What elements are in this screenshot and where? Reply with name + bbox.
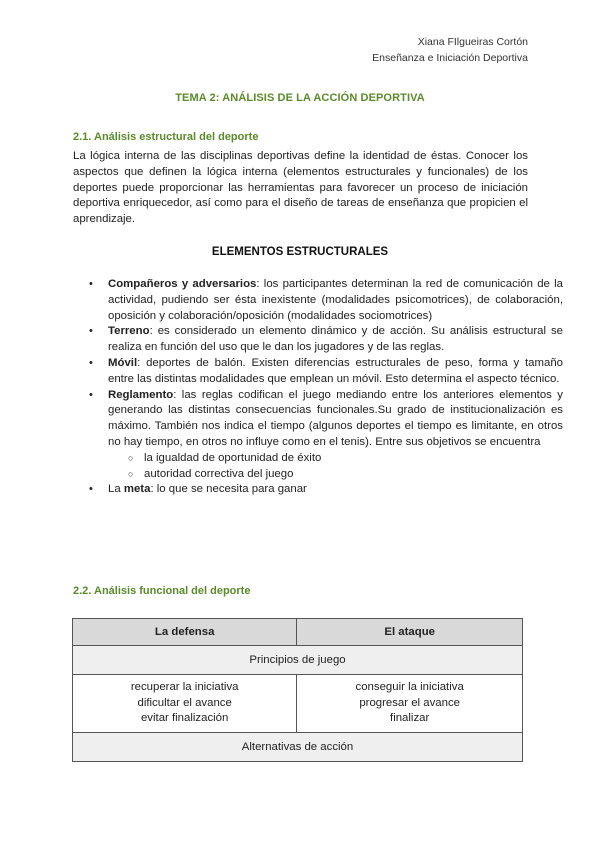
cell-ataque	[297, 675, 523, 733]
document-header	[372, 34, 528, 66]
table-header-row	[73, 619, 523, 646]
elements-heading: ELEMENTOS ESTRUCTURALES	[211, 246, 389, 258]
list-item	[108, 356, 563, 388]
item-text: : deportes de balón. Existen diferencias estructurales de peso, forma y tamaño entre las distintas modalidades que emplean un móvil. Esto determina el aspecto técnico.	[108, 356, 563, 385]
defensa-line: evitar finalización	[140, 712, 229, 725]
list-item	[108, 277, 563, 324]
table-row	[73, 733, 523, 762]
intro-paragraph: La lógica interna de las disciplinas deportivas define la identidad de éstas. Conocer los aspectos que definen la lógica interna (elementos estructurales y funcionales) de los deportes puede proporcionar las herramientas para favorecer un proceso de iniciación deportiva enriquecedor, así como para el diseño de tareas de enseñanza que propicien el aprendizaje.	[73, 150, 528, 226]
item-text: : es considerado un elemento dinámico y de acción. Su análisis estructural se realiza en función del uso que le dan los jugadores y de las reglas.	[108, 325, 563, 354]
functional-table	[72, 618, 523, 762]
header-defensa: La defensa	[73, 619, 297, 646]
author-name: Xiana FIlgueiras Cortón	[417, 36, 528, 48]
cell-defensa	[73, 675, 297, 733]
sublist-item: ○ la igualdad de oportunidad de éxito	[144, 451, 563, 467]
section-heading-functional: 2.2. Análisis funcional del deporte	[73, 585, 251, 597]
item-term: Reglamento	[108, 388, 174, 401]
ataque-line: progresar el avance	[359, 696, 460, 709]
page-title: TEMA 2: ANÁLISIS DE LA ACCIÓN DEPORTIVA	[175, 92, 425, 104]
item-term: Compañeros y adversarios	[108, 278, 257, 290]
band-alternativas: Alternativas de acción	[73, 733, 523, 762]
list-item	[108, 482, 563, 498]
defensa-line: recuperar la iniciativa	[130, 680, 239, 693]
header-ataque: El ataque	[297, 619, 523, 646]
list-item	[108, 324, 563, 356]
item-prefix: La	[108, 483, 124, 496]
item-text: : los participantes determinan la red de comunicación de la actividad, pudiendo ser ésta inexistente (modalidades psicomotrices), de colaboración, oposición y colaboración/oposición (modalidades sociomotrices)	[108, 278, 563, 322]
objectives-sublist	[108, 451, 563, 483]
ataque-line: conseguir la iniciativa	[355, 680, 464, 693]
sublist-item: ○ autoridad correctiva del juego	[144, 467, 563, 483]
item-term: Móvil	[108, 356, 138, 369]
elements-list	[73, 277, 563, 498]
section-heading-structural: 2.1. Análisis estructural del deporte	[73, 131, 259, 143]
table-row	[73, 646, 523, 675]
course-name: Enseñanza e Iniciación Deportiva	[372, 52, 528, 64]
table-row	[73, 675, 523, 733]
item-text: : lo que se necesita para ganar	[150, 483, 307, 496]
defensa-line: dificultar el avance	[137, 696, 232, 709]
item-text: : las reglas codifican el juego mediando entre los anteriores elementos y generando las distintas consecuencias funcionales.Su grado de institucionalización es máximo. También nos indica el tiempo (algunos deportes el tiempo es limitante, en otros no hay tiempo, en otros no influye como en el tenis). Entre sus objetivos se encuentra	[108, 388, 563, 448]
list-item	[108, 388, 563, 483]
ataque-line: finalizar	[390, 712, 430, 725]
band-principios: Principios de juego	[73, 646, 523, 675]
item-term: meta	[123, 483, 151, 496]
item-term: Terreno	[108, 325, 150, 338]
